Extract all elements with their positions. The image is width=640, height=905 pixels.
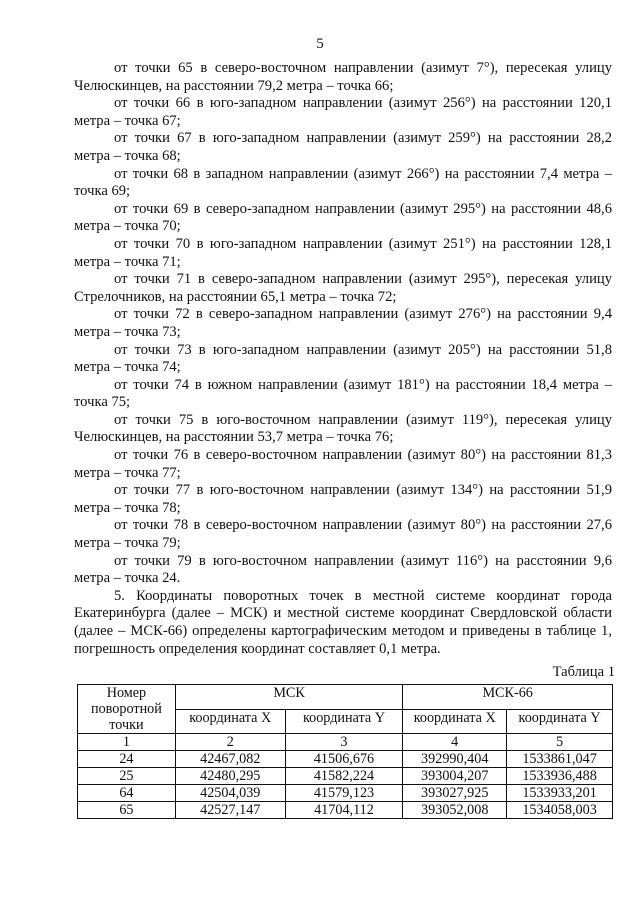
paragraph: от точки 68 в западном направлении (азимут 266°) на расстоянии 7,4 метра – точка 69;: [74, 165, 612, 200]
msk66-y: 1533861,047: [507, 751, 613, 768]
page-number: 5: [316, 36, 324, 52]
table-row: [78, 751, 613, 768]
paragraph: от точки 72 в северо-западном направлении (азимут 276°) на расстоянии 9,4 метра – точка 73;: [74, 306, 612, 340]
paragraph: от точки 79 в юго-восточном направлении (азимут 116°) на расстоянии 9,6 метра – точка 24.: [74, 552, 612, 587]
paragraph: от точки 76 в северо-восточном направлении (азимут 80°) на расстоянии 81,3 метра – точка 77;: [74, 447, 612, 481]
paragraph: от точки 66 в юго-западном направлении (азимут 256°) на расстоянии 120,1 метра – точка 67;: [74, 95, 612, 129]
msk-y: 41582,224: [285, 768, 403, 785]
table-row: [78, 785, 613, 802]
msk-x: 42527,147: [175, 802, 285, 819]
paragraph: от точки 69 в северо-западном направлении (азимут 295°) на расстоянии 48,6 метра – точка 70;: [74, 200, 612, 235]
paragraph: от точки 75 в юго-восточном направлении (азимут 119°), пересекая улицу Челюскинцев, на расстоянии 53,7 метра – точка 76;: [74, 411, 612, 446]
msk66-y: 1533936,488: [507, 768, 613, 785]
header-msk: МСК: [175, 685, 402, 710]
msk66-y: 1533933,201: [507, 785, 613, 802]
table-row: [78, 768, 613, 785]
paragraph: от точки 70 в юго-западном направлении (азимут 251°) на расстоянии 128,1 метра – точка 71;: [74, 235, 612, 270]
point-number: 25: [78, 768, 176, 785]
msk-y: 41704,112: [285, 802, 403, 819]
body-text: [74, 60, 612, 658]
point-number: 24: [78, 751, 176, 768]
paragraph: 5. Координаты поворотных точек в местной системе координат города Екатеринбурга (далее – МСК) и местной системе координат Свердловской области (далее – МСК-66) определены картографическим методом и приведены в таблице 1, погрешность определения координат составляет 0,1 метра.: [74, 587, 612, 657]
msk-y: 41579,123: [285, 785, 403, 802]
header-msk66-y: координата Y: [507, 709, 613, 734]
column-number: 5: [507, 734, 613, 751]
msk66-y: 1534058,003: [507, 802, 613, 819]
column-number: 1: [78, 734, 176, 751]
header-msk-x: координата X: [175, 709, 285, 734]
coordinates-table: [77, 684, 613, 819]
msk-x: 42467,082: [175, 751, 285, 768]
paragraph: от точки 78 в северо-восточном направлении (азимут 80°) на расстоянии 27,6 метра – точка 79;: [74, 517, 612, 552]
paragraph: от точки 77 в юго-восточном направлении (азимут 134°) на расстоянии 51,9 метра – точка 78;: [74, 482, 612, 516]
header-msk-y: координата Y: [285, 709, 403, 734]
column-number: 3: [285, 734, 403, 751]
paragraph: от точки 71 в северо-западном направлении (азимут 295°), пересекая улицу Стрелочников, на расстоянии 65,1 метра – точка 72;: [74, 271, 612, 305]
msk66-x: 393004,207: [403, 768, 507, 785]
column-number-row: [78, 734, 613, 751]
column-number: 2: [175, 734, 285, 751]
table-row: [78, 802, 613, 819]
point-number: 64: [78, 785, 176, 802]
paragraph: от точки 67 в юго-западном направлении (азимут 259°) на расстоянии 28,2 метра – точка 68;: [74, 130, 612, 164]
msk66-x: 392990,404: [403, 751, 507, 768]
paragraph: от точки 65 в северо-восточном направлении (азимут 7°), пересекая улицу Челюскинцев, на расстоянии 79,2 метра – точка 66;: [74, 60, 612, 94]
point-number: 65: [78, 802, 176, 819]
msk66-x: 393027,925: [403, 785, 507, 802]
header-msk66-x: координата X: [403, 709, 507, 734]
header-point-number: Номер поворотной точки: [78, 685, 176, 734]
table-caption: Таблица 1: [552, 664, 615, 680]
column-number: 4: [403, 734, 507, 751]
msk66-x: 393052,008: [403, 802, 507, 819]
msk-x: 42480,295: [175, 768, 285, 785]
msk-x: 42504,039: [175, 785, 285, 802]
paragraph: от точки 73 в юго-западном направлении (азимут 205°) на расстоянии 51,8 метра – точка 74;: [74, 341, 612, 376]
paragraph: от точки 74 в южном направлении (азимут 181°) на расстоянии 18,4 метра – точка 75;: [74, 376, 612, 411]
header-msk66: МСК-66: [403, 685, 613, 710]
msk-y: 41506,676: [285, 751, 403, 768]
